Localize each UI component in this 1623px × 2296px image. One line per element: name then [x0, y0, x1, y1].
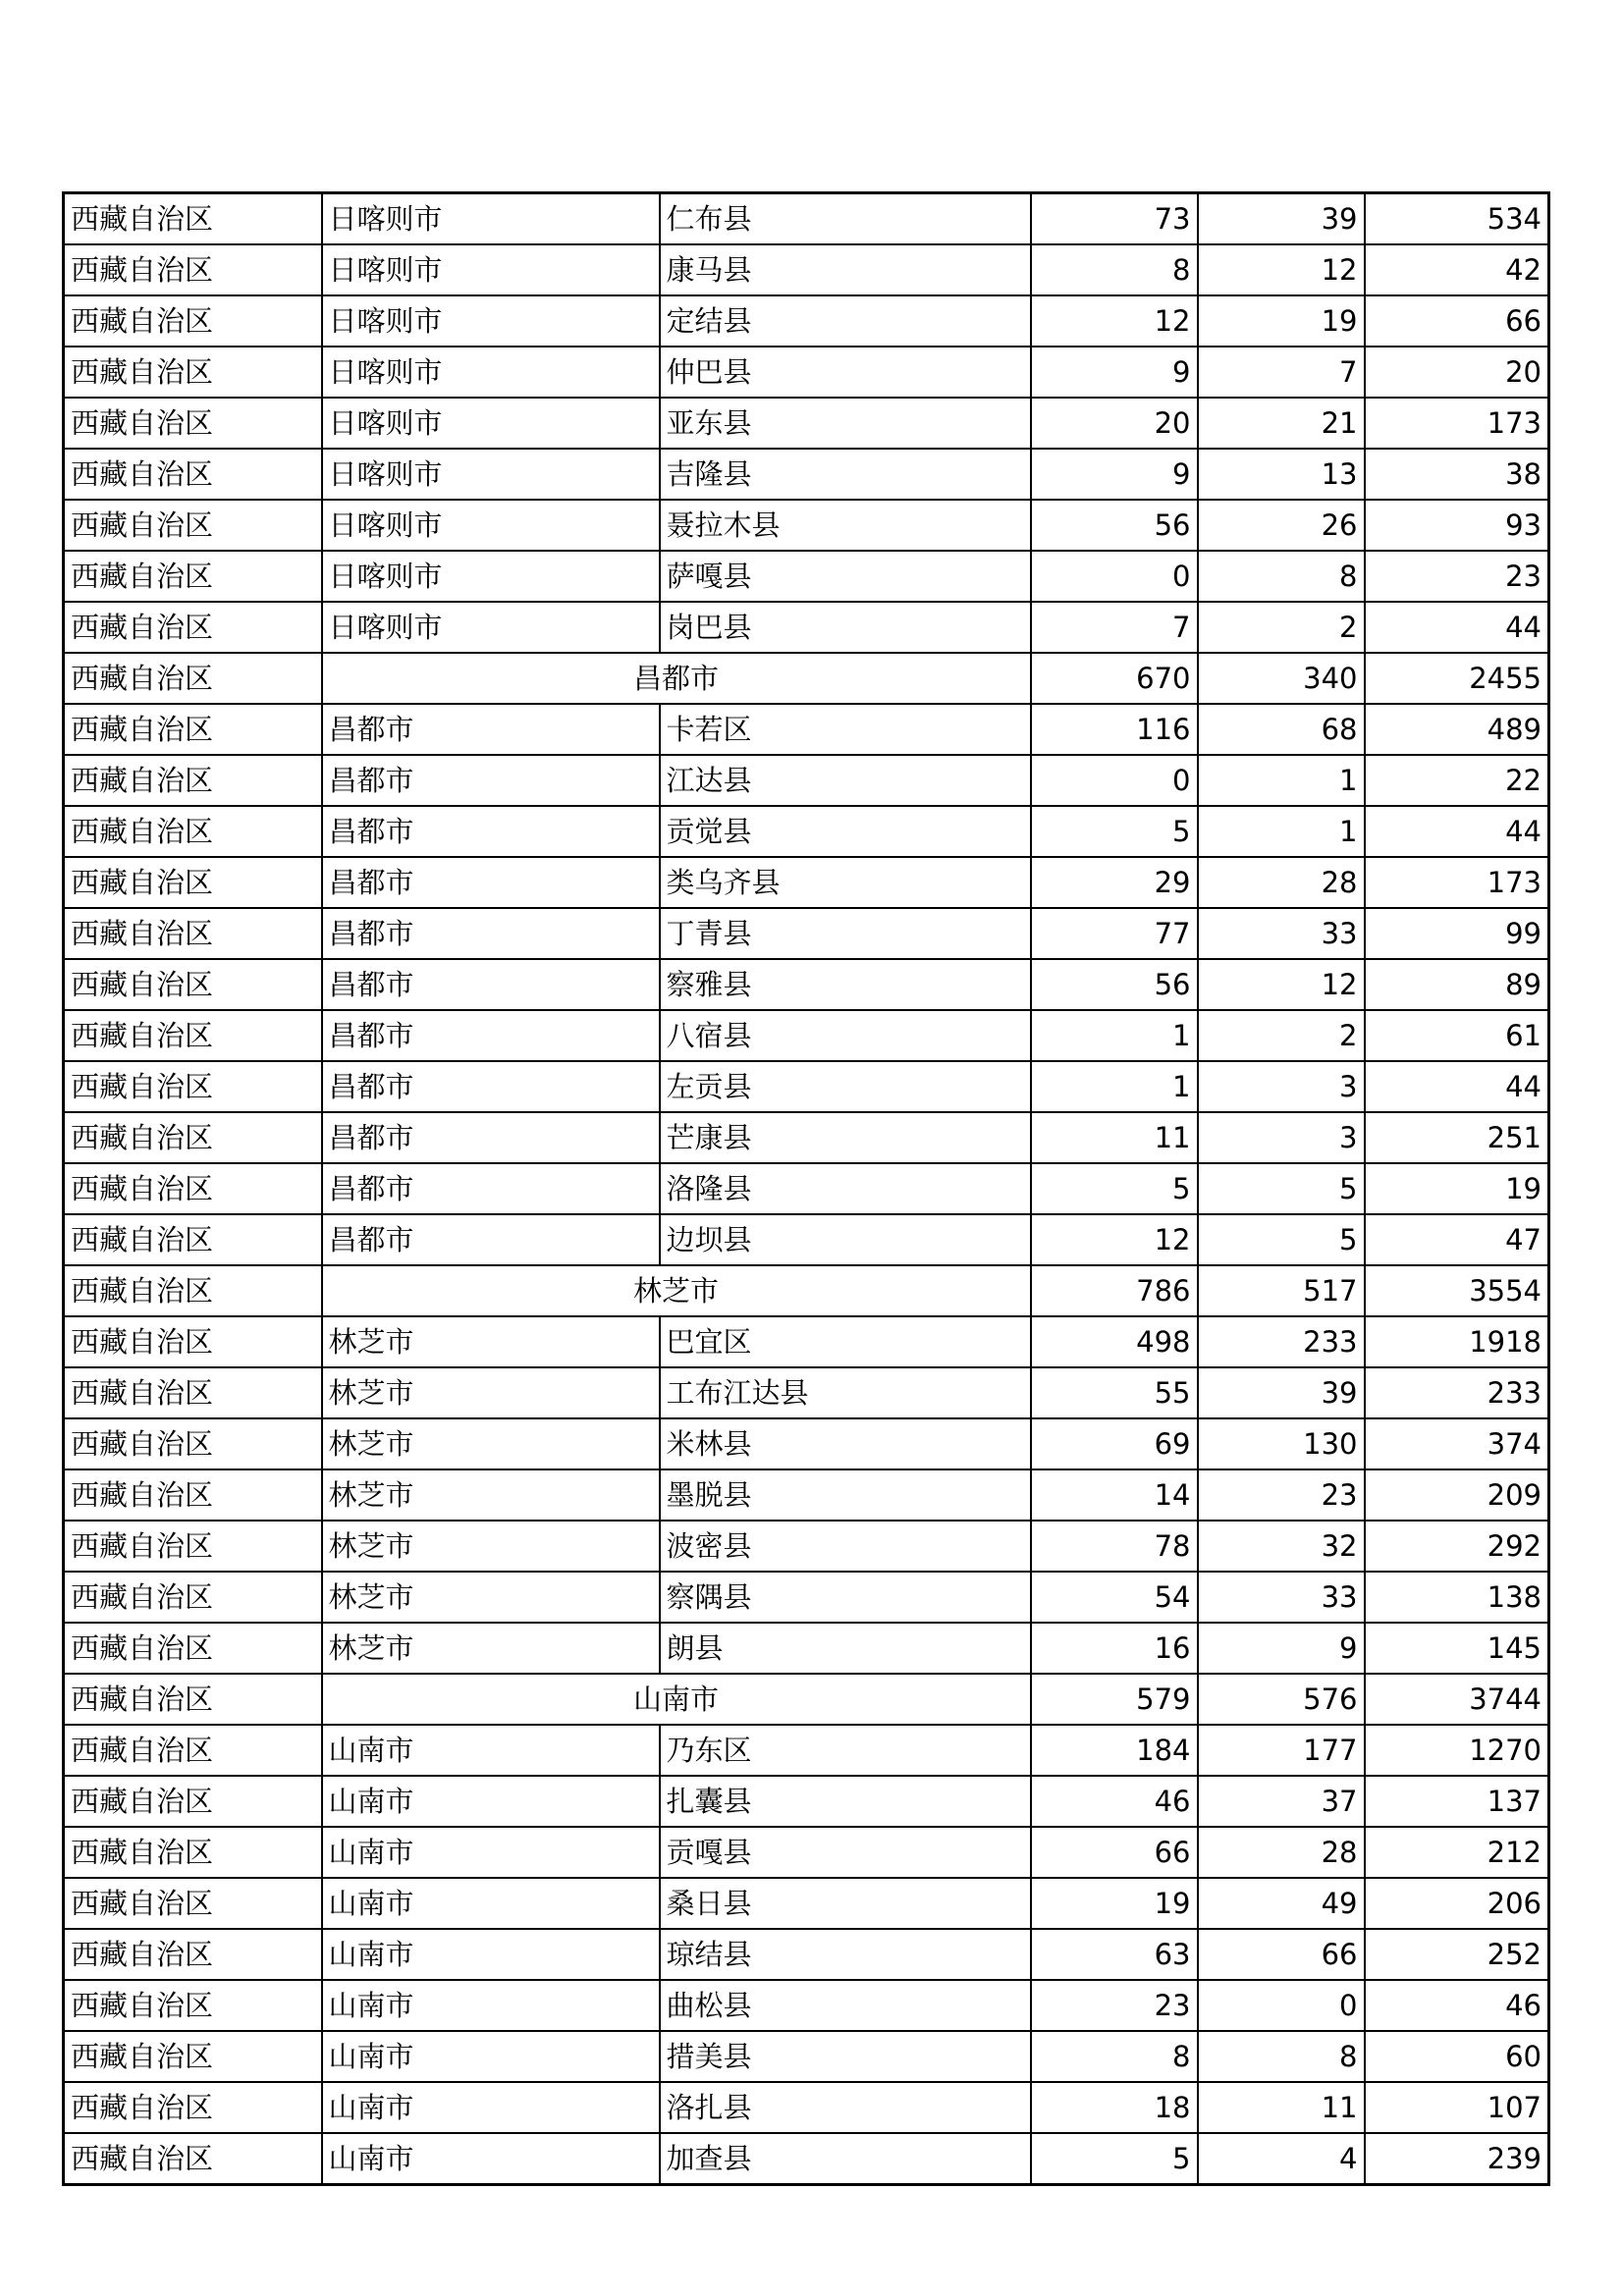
city-cell: 昌都市 — [322, 755, 660, 806]
value-cell-1: 29 — [1031, 857, 1198, 908]
value-cell-1: 786 — [1031, 1265, 1198, 1316]
value-cell-3: 212 — [1365, 1827, 1549, 1878]
value-cell-3: 206 — [1365, 1878, 1549, 1929]
county-cell: 左贡县 — [660, 1061, 1031, 1112]
value-cell-2: 0 — [1198, 1980, 1365, 2031]
county-cell: 类乌齐县 — [660, 857, 1031, 908]
value-cell-3: 22 — [1365, 755, 1549, 806]
value-cell-2: 233 — [1198, 1316, 1365, 1367]
table-row — [64, 1367, 1549, 1418]
province-cell: 西藏自治区 — [64, 1367, 322, 1418]
value-cell-1: 56 — [1031, 959, 1198, 1010]
province-cell: 西藏自治区 — [64, 1725, 322, 1776]
table-row — [64, 2133, 1549, 2185]
value-cell-2: 12 — [1198, 959, 1365, 1010]
table-row — [64, 449, 1549, 500]
table-row — [64, 347, 1549, 398]
province-cell: 西藏自治区 — [64, 1265, 322, 1316]
value-cell-1: 5 — [1031, 2133, 1198, 2185]
city-cell: 山南市 — [322, 2031, 660, 2082]
city-cell: 山南市 — [322, 2082, 660, 2133]
value-cell-2: 5 — [1198, 1214, 1365, 1265]
value-cell-3: 99 — [1365, 908, 1549, 959]
value-cell-1: 0 — [1031, 551, 1198, 602]
city-cell: 日喀则市 — [322, 295, 660, 347]
value-cell-2: 33 — [1198, 908, 1365, 959]
city-cell: 昌都市 — [322, 704, 660, 755]
value-cell-1: 8 — [1031, 244, 1198, 295]
city-cell: 山南市 — [322, 1929, 660, 1980]
county-cell: 贡嘎县 — [660, 1827, 1031, 1878]
value-cell-2: 3 — [1198, 1112, 1365, 1163]
value-cell-3: 252 — [1365, 1929, 1549, 1980]
table-row — [64, 806, 1549, 857]
city-cell: 昌都市 — [322, 1061, 660, 1112]
table-row — [64, 295, 1549, 347]
value-cell-2: 1 — [1198, 806, 1365, 857]
value-cell-3: 374 — [1365, 1418, 1549, 1469]
table-row — [64, 1316, 1549, 1367]
value-cell-2: 33 — [1198, 1572, 1365, 1623]
value-cell-2: 26 — [1198, 500, 1365, 551]
value-cell-3: 145 — [1365, 1623, 1549, 1674]
value-cell-2: 3 — [1198, 1061, 1365, 1112]
county-cell: 波密县 — [660, 1521, 1031, 1572]
value-cell-1: 9 — [1031, 449, 1198, 500]
table-row — [64, 602, 1549, 653]
city-cell: 日喀则市 — [322, 193, 660, 245]
table-row — [64, 2082, 1549, 2133]
county-cell: 墨脱县 — [660, 1469, 1031, 1521]
province-cell: 西藏自治区 — [64, 193, 322, 245]
city-cell: 日喀则市 — [322, 551, 660, 602]
table-row — [64, 959, 1549, 1010]
city-cell: 日喀则市 — [322, 602, 660, 653]
county-cell: 萨嘎县 — [660, 551, 1031, 602]
province-cell: 西藏自治区 — [64, 1878, 322, 1929]
table-row — [64, 1929, 1549, 1980]
value-cell-1: 7 — [1031, 602, 1198, 653]
value-cell-1: 18 — [1031, 2082, 1198, 2133]
city-subtotal-row — [64, 653, 1549, 704]
value-cell-1: 12 — [1031, 295, 1198, 347]
value-cell-3: 42 — [1365, 244, 1549, 295]
value-cell-1: 55 — [1031, 1367, 1198, 1418]
table-row — [64, 1521, 1549, 1572]
value-cell-1: 5 — [1031, 806, 1198, 857]
county-cell: 丁青县 — [660, 908, 1031, 959]
county-cell: 洛隆县 — [660, 1163, 1031, 1214]
city-subtotal-row — [64, 1265, 1549, 1316]
table-row — [64, 1572, 1549, 1623]
city-cell: 日喀则市 — [322, 398, 660, 449]
table-row — [64, 193, 1549, 245]
county-cell: 岗巴县 — [660, 602, 1031, 653]
province-cell: 西藏自治区 — [64, 1980, 322, 2031]
province-cell: 西藏自治区 — [64, 1214, 322, 1265]
province-cell: 西藏自治区 — [64, 1316, 322, 1367]
value-cell-3: 46 — [1365, 1980, 1549, 2031]
city-cell: 日喀则市 — [322, 500, 660, 551]
county-cell: 工布江达县 — [660, 1367, 1031, 1418]
value-cell-2: 68 — [1198, 704, 1365, 755]
value-cell-1: 20 — [1031, 398, 1198, 449]
county-cell: 卡若区 — [660, 704, 1031, 755]
table-row — [64, 2031, 1549, 2082]
value-cell-1: 1 — [1031, 1010, 1198, 1061]
province-cell: 西藏自治区 — [64, 449, 322, 500]
value-cell-2: 13 — [1198, 449, 1365, 500]
value-cell-3: 23 — [1365, 551, 1549, 602]
value-cell-1: 670 — [1031, 653, 1198, 704]
province-cell: 西藏自治区 — [64, 2031, 322, 2082]
value-cell-1: 498 — [1031, 1316, 1198, 1367]
province-cell: 西藏自治区 — [64, 1061, 322, 1112]
city-cell: 昌都市 — [322, 857, 660, 908]
value-cell-2: 2 — [1198, 1010, 1365, 1061]
value-cell-3: 66 — [1365, 295, 1549, 347]
county-cell: 米林县 — [660, 1418, 1031, 1469]
county-cell: 吉隆县 — [660, 449, 1031, 500]
value-cell-3: 38 — [1365, 449, 1549, 500]
province-cell: 西藏自治区 — [64, 551, 322, 602]
county-cell: 芒康县 — [660, 1112, 1031, 1163]
value-cell-1: 73 — [1031, 193, 1198, 245]
province-cell: 西藏自治区 — [64, 1418, 322, 1469]
value-cell-3: 107 — [1365, 2082, 1549, 2133]
province-cell: 西藏自治区 — [64, 1469, 322, 1521]
city-cell: 昌都市 — [322, 908, 660, 959]
province-cell: 西藏自治区 — [64, 1572, 322, 1623]
table-body — [64, 193, 1549, 2185]
table-row — [64, 1163, 1549, 1214]
value-cell-3: 1270 — [1365, 1725, 1549, 1776]
province-cell: 西藏自治区 — [64, 2133, 322, 2185]
value-cell-1: 116 — [1031, 704, 1198, 755]
value-cell-1: 77 — [1031, 908, 1198, 959]
county-cell: 巴宜区 — [660, 1316, 1031, 1367]
value-cell-1: 69 — [1031, 1418, 1198, 1469]
province-cell: 西藏自治区 — [64, 1163, 322, 1214]
value-cell-2: 5 — [1198, 1163, 1365, 1214]
county-cell: 边坝县 — [660, 1214, 1031, 1265]
table-row — [64, 755, 1549, 806]
province-cell: 西藏自治区 — [64, 1929, 322, 1980]
province-cell: 西藏自治区 — [64, 347, 322, 398]
value-cell-2: 7 — [1198, 347, 1365, 398]
province-cell: 西藏自治区 — [64, 1674, 322, 1725]
county-cell: 琼结县 — [660, 1929, 1031, 1980]
value-cell-2: 8 — [1198, 551, 1365, 602]
table-row — [64, 1827, 1549, 1878]
province-cell: 西藏自治区 — [64, 653, 322, 704]
value-cell-1: 5 — [1031, 1163, 1198, 1214]
value-cell-3: 44 — [1365, 1061, 1549, 1112]
value-cell-3: 89 — [1365, 959, 1549, 1010]
table-row — [64, 857, 1549, 908]
county-cell: 江达县 — [660, 755, 1031, 806]
statistics-table — [62, 191, 1550, 2186]
county-cell: 八宿县 — [660, 1010, 1031, 1061]
value-cell-3: 19 — [1365, 1163, 1549, 1214]
county-cell: 察隅县 — [660, 1572, 1031, 1623]
value-cell-1: 11 — [1031, 1112, 1198, 1163]
value-cell-3: 2455 — [1365, 653, 1549, 704]
county-cell: 聂拉木县 — [660, 500, 1031, 551]
city-cell: 山南市 — [322, 2133, 660, 2185]
city-subtotal-cell: 林芝市 — [322, 1265, 1031, 1316]
value-cell-1: 23 — [1031, 1980, 1198, 2031]
value-cell-2: 2 — [1198, 602, 1365, 653]
value-cell-2: 49 — [1198, 1878, 1365, 1929]
city-cell: 林芝市 — [322, 1316, 660, 1367]
value-cell-2: 28 — [1198, 1827, 1365, 1878]
value-cell-1: 63 — [1031, 1929, 1198, 1980]
table-row — [64, 1980, 1549, 2031]
city-cell: 山南市 — [322, 1725, 660, 1776]
value-cell-1: 56 — [1031, 500, 1198, 551]
value-cell-1: 184 — [1031, 1725, 1198, 1776]
county-cell: 曲松县 — [660, 1980, 1031, 2031]
value-cell-3: 60 — [1365, 2031, 1549, 2082]
province-cell: 西藏自治区 — [64, 1827, 322, 1878]
table-row — [64, 704, 1549, 755]
city-cell: 林芝市 — [322, 1623, 660, 1674]
value-cell-1: 14 — [1031, 1469, 1198, 1521]
table-row — [64, 244, 1549, 295]
city-cell: 日喀则市 — [322, 449, 660, 500]
value-cell-3: 173 — [1365, 398, 1549, 449]
province-cell: 西藏自治区 — [64, 2082, 322, 2133]
value-cell-1: 46 — [1031, 1776, 1198, 1827]
value-cell-2: 1 — [1198, 755, 1365, 806]
value-cell-2: 340 — [1198, 653, 1365, 704]
value-cell-2: 21 — [1198, 398, 1365, 449]
value-cell-3: 1918 — [1365, 1316, 1549, 1367]
province-cell: 西藏自治区 — [64, 857, 322, 908]
province-cell: 西藏自治区 — [64, 1623, 322, 1674]
city-cell: 山南市 — [322, 1878, 660, 1929]
county-cell: 贡觉县 — [660, 806, 1031, 857]
value-cell-3: 534 — [1365, 193, 1549, 245]
value-cell-1: 54 — [1031, 1572, 1198, 1623]
province-cell: 西藏自治区 — [64, 244, 322, 295]
value-cell-3: 209 — [1365, 1469, 1549, 1521]
value-cell-1: 1 — [1031, 1061, 1198, 1112]
table-row — [64, 1418, 1549, 1469]
province-cell: 西藏自治区 — [64, 398, 322, 449]
province-cell: 西藏自治区 — [64, 959, 322, 1010]
value-cell-3: 93 — [1365, 500, 1549, 551]
table-row — [64, 908, 1549, 959]
value-cell-1: 8 — [1031, 2031, 1198, 2082]
table-row — [64, 500, 1549, 551]
value-cell-2: 517 — [1198, 1265, 1365, 1316]
county-cell: 扎囊县 — [660, 1776, 1031, 1827]
value-cell-2: 576 — [1198, 1674, 1365, 1725]
county-cell: 仲巴县 — [660, 347, 1031, 398]
value-cell-2: 32 — [1198, 1521, 1365, 1572]
province-cell: 西藏自治区 — [64, 806, 322, 857]
city-cell: 昌都市 — [322, 1112, 660, 1163]
province-cell: 西藏自治区 — [64, 1112, 322, 1163]
province-cell: 西藏自治区 — [64, 500, 322, 551]
province-cell: 西藏自治区 — [64, 755, 322, 806]
table-row — [64, 551, 1549, 602]
value-cell-3: 44 — [1365, 806, 1549, 857]
city-cell: 山南市 — [322, 1776, 660, 1827]
province-cell: 西藏自治区 — [64, 1776, 322, 1827]
value-cell-1: 579 — [1031, 1674, 1198, 1725]
city-subtotal-cell: 山南市 — [322, 1674, 1031, 1725]
province-cell: 西藏自治区 — [64, 704, 322, 755]
province-cell: 西藏自治区 — [64, 602, 322, 653]
value-cell-2: 37 — [1198, 1776, 1365, 1827]
province-cell: 西藏自治区 — [64, 295, 322, 347]
city-cell: 林芝市 — [322, 1572, 660, 1623]
value-cell-2: 66 — [1198, 1929, 1365, 1980]
province-cell: 西藏自治区 — [64, 908, 322, 959]
value-cell-2: 23 — [1198, 1469, 1365, 1521]
city-cell: 山南市 — [322, 1827, 660, 1878]
value-cell-1: 0 — [1031, 755, 1198, 806]
county-cell: 桑日县 — [660, 1878, 1031, 1929]
value-cell-1: 9 — [1031, 347, 1198, 398]
value-cell-2: 9 — [1198, 1623, 1365, 1674]
value-cell-2: 8 — [1198, 2031, 1365, 2082]
table-row — [64, 1214, 1549, 1265]
city-cell: 林芝市 — [322, 1367, 660, 1418]
city-cell: 林芝市 — [322, 1469, 660, 1521]
table-row — [64, 1776, 1549, 1827]
value-cell-3: 233 — [1365, 1367, 1549, 1418]
value-cell-3: 3744 — [1365, 1674, 1549, 1725]
county-cell: 乃东区 — [660, 1725, 1031, 1776]
value-cell-2: 4 — [1198, 2133, 1365, 2185]
city-cell: 日喀则市 — [322, 347, 660, 398]
table-row — [64, 1878, 1549, 1929]
table-row — [64, 1725, 1549, 1776]
city-subtotal-cell: 昌都市 — [322, 653, 1031, 704]
province-cell: 西藏自治区 — [64, 1521, 322, 1572]
city-cell: 林芝市 — [322, 1521, 660, 1572]
city-cell: 昌都市 — [322, 959, 660, 1010]
table-row — [64, 1010, 1549, 1061]
county-cell: 加查县 — [660, 2133, 1031, 2185]
city-cell: 昌都市 — [322, 1163, 660, 1214]
table-row — [64, 1469, 1549, 1521]
value-cell-3: 489 — [1365, 704, 1549, 755]
value-cell-2: 39 — [1198, 1367, 1365, 1418]
value-cell-2: 177 — [1198, 1725, 1365, 1776]
value-cell-2: 28 — [1198, 857, 1365, 908]
value-cell-1: 19 — [1031, 1878, 1198, 1929]
value-cell-1: 66 — [1031, 1827, 1198, 1878]
table-row — [64, 1061, 1549, 1112]
value-cell-3: 138 — [1365, 1572, 1549, 1623]
value-cell-3: 173 — [1365, 857, 1549, 908]
city-subtotal-row — [64, 1674, 1549, 1725]
city-cell: 日喀则市 — [322, 244, 660, 295]
table-row — [64, 1623, 1549, 1674]
value-cell-3: 61 — [1365, 1010, 1549, 1061]
county-cell: 察雅县 — [660, 959, 1031, 1010]
value-cell-2: 12 — [1198, 244, 1365, 295]
value-cell-1: 12 — [1031, 1214, 1198, 1265]
value-cell-3: 251 — [1365, 1112, 1549, 1163]
county-cell: 康马县 — [660, 244, 1031, 295]
value-cell-3: 47 — [1365, 1214, 1549, 1265]
county-cell: 定结县 — [660, 295, 1031, 347]
value-cell-1: 16 — [1031, 1623, 1198, 1674]
city-cell: 昌都市 — [322, 1010, 660, 1061]
county-cell: 措美县 — [660, 2031, 1031, 2082]
value-cell-1: 78 — [1031, 1521, 1198, 1572]
value-cell-2: 11 — [1198, 2082, 1365, 2133]
value-cell-2: 130 — [1198, 1418, 1365, 1469]
table-row — [64, 398, 1549, 449]
county-cell: 洛扎县 — [660, 2082, 1031, 2133]
county-cell: 仁布县 — [660, 193, 1031, 245]
city-cell: 林芝市 — [322, 1418, 660, 1469]
city-cell: 山南市 — [322, 1980, 660, 2031]
value-cell-2: 19 — [1198, 295, 1365, 347]
value-cell-3: 3554 — [1365, 1265, 1549, 1316]
value-cell-3: 292 — [1365, 1521, 1549, 1572]
value-cell-2: 39 — [1198, 193, 1365, 245]
city-cell: 昌都市 — [322, 1214, 660, 1265]
county-cell: 亚东县 — [660, 398, 1031, 449]
value-cell-3: 239 — [1365, 2133, 1549, 2185]
value-cell-3: 137 — [1365, 1776, 1549, 1827]
value-cell-3: 44 — [1365, 602, 1549, 653]
city-cell: 昌都市 — [322, 806, 660, 857]
value-cell-3: 20 — [1365, 347, 1549, 398]
province-cell: 西藏自治区 — [64, 1010, 322, 1061]
county-cell: 朗县 — [660, 1623, 1031, 1674]
table-row — [64, 1112, 1549, 1163]
